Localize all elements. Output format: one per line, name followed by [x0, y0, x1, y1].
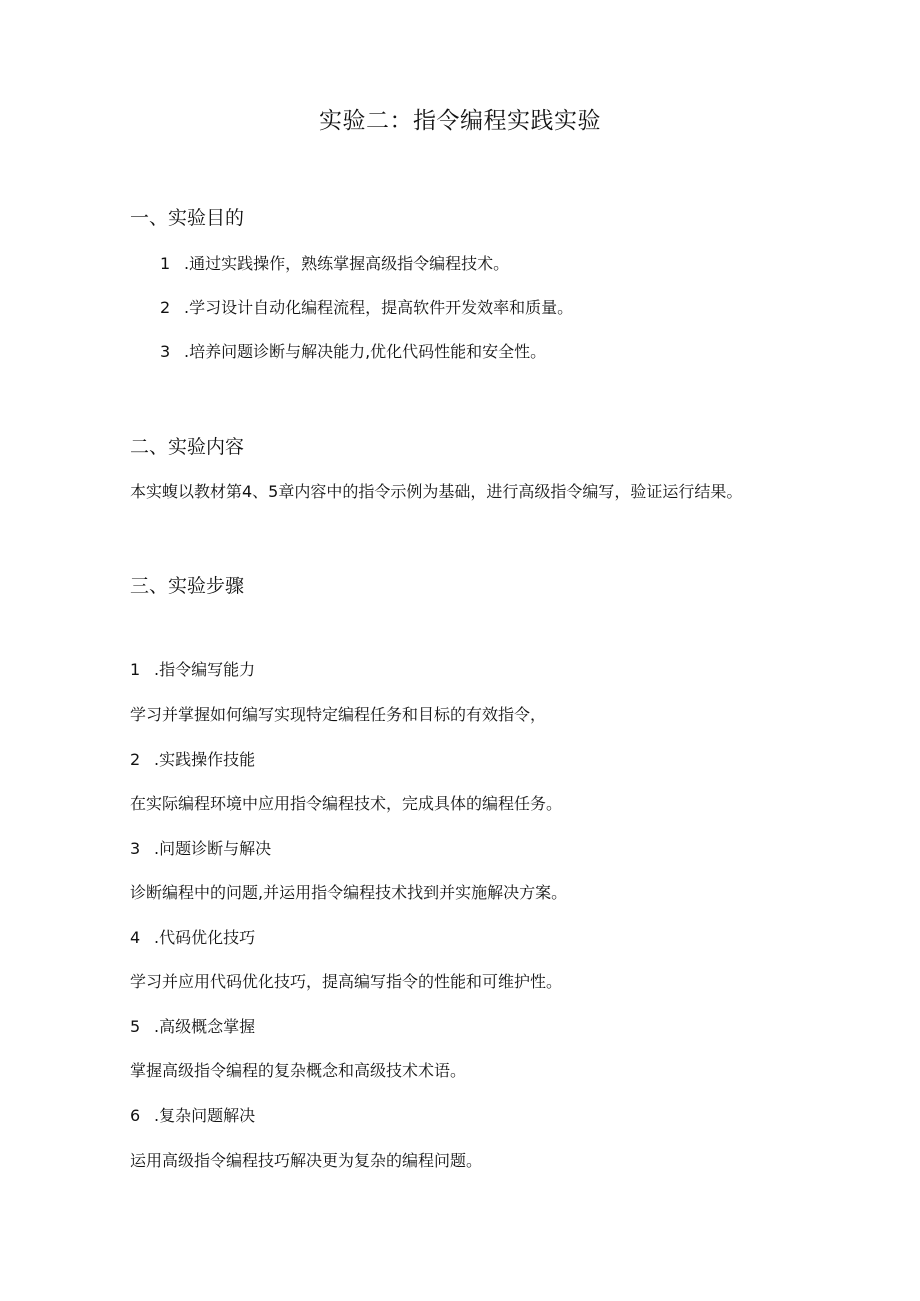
step-title [130, 662, 255, 678]
step-title-text: .复杂问题解决 [154, 1106, 256, 1125]
objective-item [160, 344, 546, 360]
step-title [130, 930, 255, 946]
step-number: 2 [130, 750, 141, 769]
objective-text: .学习设计自动化编程流程，提高软件开发效率和质量。 [184, 298, 574, 317]
step-title-text: .代码优化技巧 [154, 928, 256, 947]
step-description: 学习并掌握如何编写实现特定编程任务和目标的有效指令， [130, 705, 547, 724]
step-number: 1 [130, 660, 141, 679]
objective-number: 3 [160, 342, 171, 361]
section-heading-steps: 三、实验步骤 [130, 575, 245, 597]
section-heading-objectives: 一、实验目的 [130, 207, 245, 229]
step-title-text: .高级概念掌握 [154, 1017, 256, 1036]
step-title [130, 1019, 255, 1035]
step-title-text: .问题诊断与解决 [154, 839, 272, 858]
step-title [130, 841, 271, 857]
section-heading-content: 二、实验内容 [130, 436, 245, 458]
content-paragraph: 本实蝮以教材第4、5章内容中的指令示例为基础，进行高级指令编写，验证运行结果。 [130, 482, 743, 501]
step-number: 5 [130, 1017, 141, 1036]
objective-item [160, 300, 573, 316]
objective-number: 2 [160, 298, 171, 317]
objective-text: .培养问题诊断与解决能力,优化代码性能和安全性。 [184, 342, 547, 361]
step-title [130, 1108, 255, 1124]
step-description: 掌握高级指令编程的复杂概念和高级技术术语。 [130, 1061, 467, 1080]
step-number: 3 [130, 839, 141, 858]
document-title: 实验二：指令编程实践实验 [319, 108, 601, 134]
objective-item [160, 256, 509, 272]
step-description: 运用高级指令编程技巧解决更为复杂的编程问题。 [130, 1151, 483, 1170]
step-description: 在实际编程环境中应用指令编程技术，完成具体的编程任务。 [130, 794, 563, 813]
step-number: 4 [130, 928, 141, 947]
step-title [130, 752, 255, 768]
step-description: 诊断编程中的问题,并运用指令编程技术找到并实施解决方案。 [130, 883, 568, 902]
step-title-text: .实践操作技能 [154, 750, 256, 769]
objective-text: .通过实践操作，熟练掌握高级指令编程技术。 [184, 254, 510, 273]
step-number: 6 [130, 1106, 141, 1125]
objective-number: 1 [160, 254, 171, 273]
step-title-text: .指令编写能力 [154, 660, 256, 679]
step-description: 学习并应用代码优化技巧，提高编写指令的性能和可维护性。 [130, 972, 563, 991]
